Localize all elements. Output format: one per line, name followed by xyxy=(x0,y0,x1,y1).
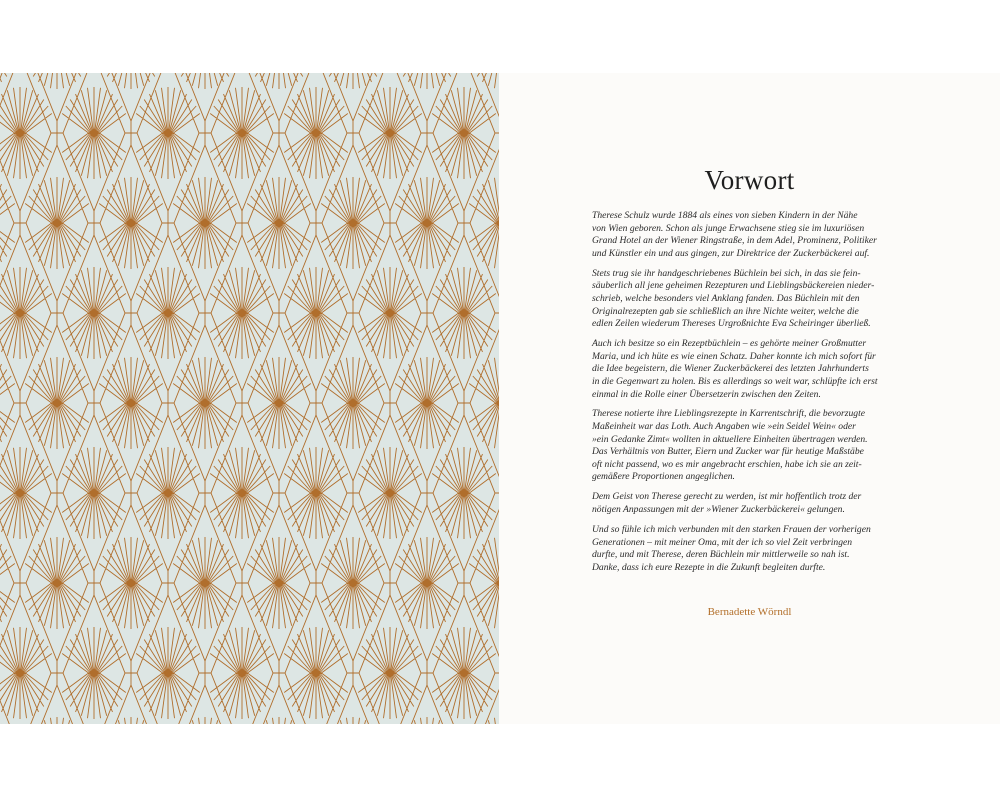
foreword-page xyxy=(499,73,1000,724)
decorative-pattern-page xyxy=(0,73,499,724)
foreword-body xyxy=(592,210,912,582)
paragraph: Therese Schulz wurde 1884 als eines von sieben Kindern in der Nähe von Wien geboren. Schon als junge Erwachsene stieg sie im luxuriösen Grand Hotel an der Wiener Ringstraße, in dem Adel, Prominenz, Politiker und Künstler ein und aus gingen, zur Direktrice der Zuckerbäckerei auf. xyxy=(592,210,877,259)
book-spread xyxy=(0,73,1000,724)
paragraph: Dem Geist von Therese gerecht zu werden, ist mir hoffentlich trotz der nötigen Anpassungen mit der »Wiener Zuckerbäckerei« gelungen. xyxy=(592,491,862,516)
page-title: Vorwort xyxy=(704,165,795,195)
pattern-lines xyxy=(0,73,499,724)
paragraph: Und so fühle ich mich verbunden mit den starken Frauen der vorherigen Generationen – mit meiner Oma, mit der ich so viel Zeit verbringen durfte, und mit Therese, deren Büchlein mir mittlerweile so nah ist. Danke, dass ich eure Rezepte in die Zukunft begleiten durfte. xyxy=(592,524,871,573)
author-signature: Bernadette Wörndl xyxy=(707,606,792,618)
paragraph: Therese notierte ihre Lieblingsrezepte in Karrentschrift, die bevorzugte Maßeinheit war das Loth. Auch Angaben wie »ein Seidel Wein« oder »ein Gedanke Zimt« wollten in aktuellere Einheiten übertragen werden. Das Verhältnis von Butter, Eiern und Zucker war für heutige Maßstäbe oft nicht passend, wo es mir angebracht erschien, habe ich sie an zeit- gemäßere Proportionen angeglichen. xyxy=(592,408,868,483)
art-deco-pattern xyxy=(0,73,499,724)
paragraph: Auch ich besitze so ein Rezeptbüchlein – es gehörte meiner Großmutter Maria, und ich hüte es wie einen Schatz. Daher konnte ich mich sofort für die Idee begeistern, die Wiener Zuckerbäckerei des letzten Jahrhunderts in die Gegenwart zu holen. Bis es allerdings so weit war, schlüpfte ich erst einmal in die Rolle einer Übersetzerin zwischen den Zeiten. xyxy=(592,338,878,400)
paragraph: Stets trug sie ihr handgeschriebenes Büchlein bei sich, in das sie fein- säuberlich all jene geheimen Rezepturen und Lieblingsbäckereien nieder- schrieb, welche besonders viel Anklang fanden. Das Büchlein mit den Originalrezepten gab sie schließlich an ihre Nichte weiter, welche die edlen Zeilen wiederum Thereses Urgroßnichte Eva Scheiringer überließ. xyxy=(592,267,875,330)
